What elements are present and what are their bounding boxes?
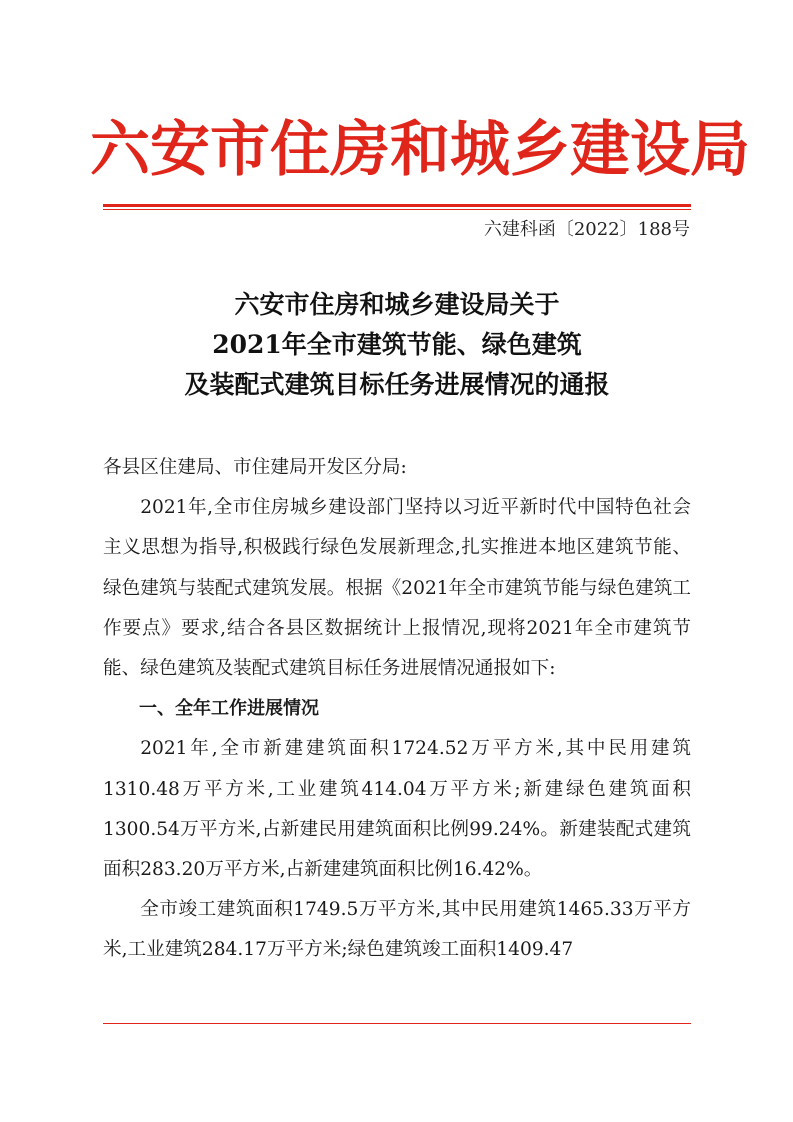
intro-paragraph: 2021年,全市住房城乡建设部门坚持以习近平新时代中国特色社会主义思想为指导,积极践行绿色发展新理念,扎实推进本地区建筑节能、绿色建筑与装配式建筑发展。根据《2021年全市建筑节能与绿色建筑工作要点》要求,结合各县区数据统计上报情况,现将2021年全市建筑节能、绿色建筑及装配式建筑目标任务进展情况通报如下: — [103, 497, 691, 680]
letterhead-red-rule-thin — [103, 209, 691, 210]
document-number: 六建科函〔2022〕188号 — [483, 219, 690, 240]
title-line-2: 2021年全市建筑节能、绿色建筑 — [212, 330, 582, 359]
title-line-3: 及装配式建筑目标任务进展情况的通报 — [184, 370, 610, 399]
salutation: 各县区住建局、市住建局开发区分局: — [103, 457, 407, 478]
document-body — [103, 448, 691, 971]
section-1-heading: 一、全年工作进展情况 — [139, 698, 319, 720]
bottom-red-rule — [103, 1023, 691, 1024]
section-1-paragraph-2: 全市竣工建筑面积1749.5万平方米,其中民用建筑1465.33万平方米,工业建筑284.17万平方米;绿色建筑竣工面积1409.47 — [103, 899, 691, 961]
letterhead-org-name: 六安市住房和城乡建设局 — [90, 115, 750, 185]
section-1-paragraph-1: 2021年,全市新建建筑面积1724.52万平方米,其中民用建筑1310.48万平方米,工业建筑414.04万平方米;新建绿色建筑面积1300.54万平方米,占新建民用建筑面积比例99.24%。新建装配式建筑面积283.20万平方米,占新建建筑面积比例16.42%。 — [103, 738, 691, 881]
title-line-1: 六安市住房和城乡建设局关于 — [234, 290, 560, 319]
letterhead-red-rule-thick — [103, 204, 691, 207]
document-title — [103, 285, 691, 405]
